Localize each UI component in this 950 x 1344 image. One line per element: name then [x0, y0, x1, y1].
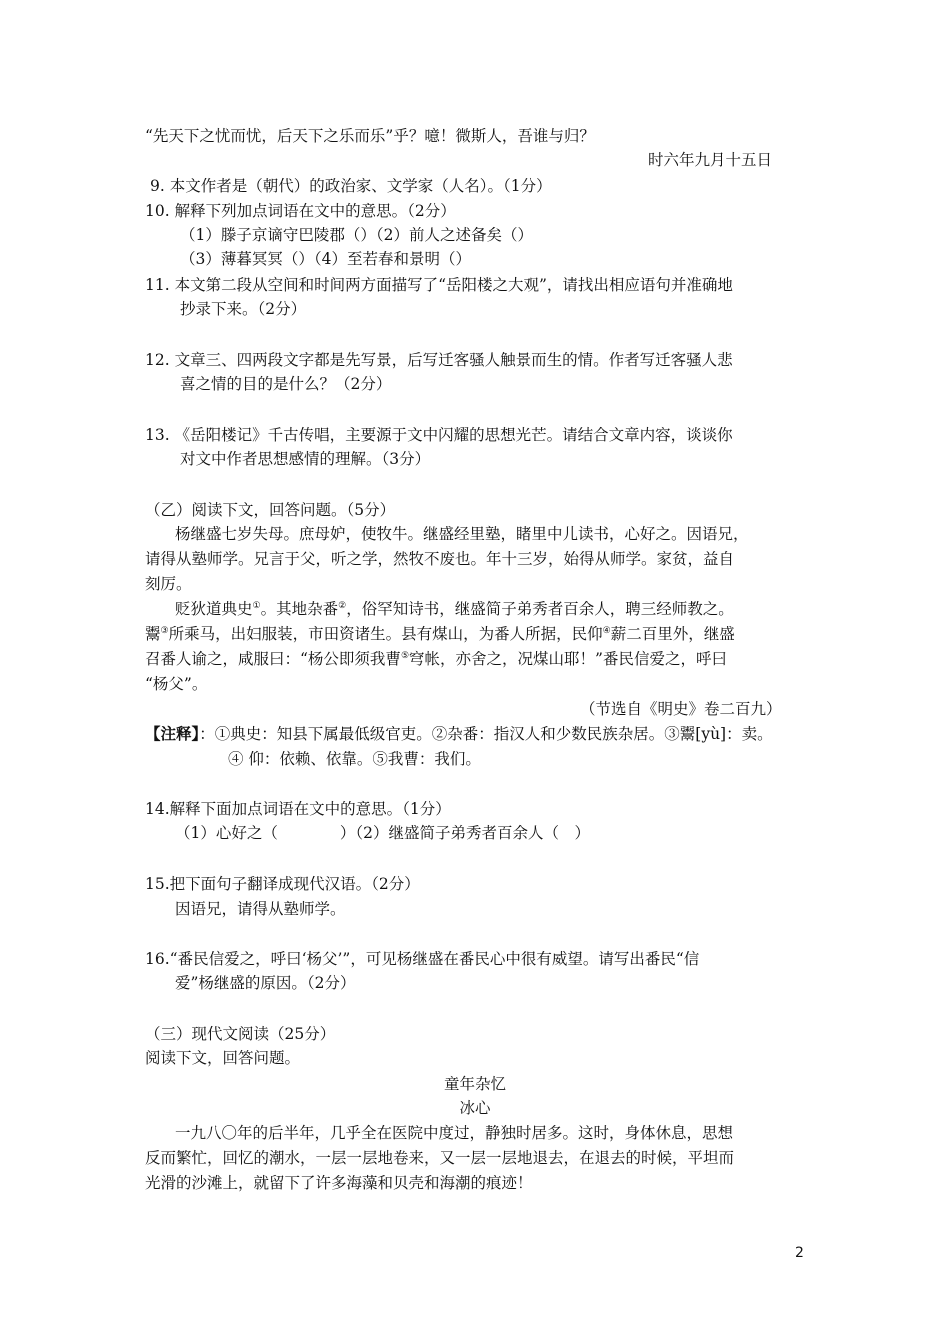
article-line: 一九八〇年的后半年，几乎全在医院中度过，静独时居多。这时，身体休息，思想: [175, 1124, 734, 1142]
annotation-line: ④ 仰：依赖、依靠。⑤我曹：我们。: [228, 750, 481, 768]
footnote-mark: ⑤: [400, 650, 410, 661]
question-12-cont: 喜之情的目的是什么？（2分）: [180, 375, 392, 393]
article-author: 冰心: [459, 1099, 491, 1117]
text-span: ：①典史：知县下属最低级官吏。②杂番：指汉人和少数民族杂居。③鬻[yù]：卖。: [199, 725, 773, 743]
text-span: 薪二百里外，继盛: [610, 625, 735, 643]
passage-line: [175, 598, 734, 620]
question-13-cont: 对文中作者思想感情的理解。（3分）: [180, 450, 431, 468]
question-11-cont: 抄录下来。（2分）: [180, 300, 307, 318]
question-14: 14.解释下面加点词语在文中的意思。（1分）: [145, 800, 451, 818]
passage-line: [145, 623, 735, 645]
text-span: 召番人谕之，咸服曰：“杨公即须我曹: [145, 650, 401, 668]
section-3-instruction: 阅读下文，回答问题。: [145, 1049, 301, 1067]
passage-line: 刻厉。: [145, 575, 192, 593]
annotation-line: [145, 723, 773, 745]
question-11: 11. 本文第二段从空间和时间两方面描写了“岳阳楼之大观”，请找出相应语句并准确地: [145, 276, 733, 294]
text-line: “先天下之忧而忧，后天下之乐而乐”乎？噫！微斯人，吾谁与归？: [145, 127, 595, 145]
text-line: 时六年九月十五日: [648, 151, 773, 169]
text-span: 穹帐，亦舍之，况煤山耶！”番民信爱之，呼曰: [409, 650, 727, 668]
page-number: 2: [795, 1245, 804, 1261]
question-9: 9. 本文作者是（朝代）的政治家、文学家（人名）。（1分）: [150, 177, 552, 195]
footnote-mark: ②: [338, 600, 347, 611]
text-span: 贬狄道典史: [175, 600, 253, 618]
annotation-label: 【注释】: [145, 724, 200, 743]
passage-line: [145, 648, 727, 670]
article-title: 童年杂忆: [443, 1075, 506, 1093]
footnote-mark: ④: [602, 625, 611, 636]
passage-line: 杨继盛七岁失母。庶母妒，使牧牛。继盛经里塾，睹里中儿读书，心好之。因语兄，: [175, 525, 749, 543]
question-15: 15.把下面句子翻译成现代汉语。（2分）: [145, 875, 420, 893]
article-line: 反而繁忙，回忆的潮水，一层一层地卷来，又一层一层地退去，在退去的时候，平坦而: [145, 1149, 735, 1167]
section-3-heading: （三）现代文阅读（25分）: [145, 1025, 336, 1043]
question-14-items: （1）心好之（ ）（2）继盛简子弟秀者百余人（ ）: [175, 824, 590, 842]
question-16-cont: 爱”杨继盛的原因。（2分）: [175, 974, 356, 992]
question-13: 13. 《岳阳楼记》千古传唱，主要源于文中闪耀的思想光芒。请结合文章内容，谈谈你: [145, 426, 733, 444]
passage-line: “杨父”。: [145, 675, 208, 693]
text-span: 鬻: [145, 625, 161, 643]
source-citation: （节选自《明史》卷二百九）: [580, 700, 782, 718]
question-10-items: （1）滕子京谪守巴陵郡（）（2）前人之述备矣（）: [180, 226, 533, 244]
text-span: 。其地杂番: [260, 600, 339, 618]
section-yi-heading: （乙）阅读下文，回答问题。（5分）: [145, 501, 396, 519]
footnote-mark: ③: [160, 625, 169, 636]
question-16: 16.“番民信爱之，呼曰‘杨父’”，可见杨继盛在番民心中很有威望。请写出番民“信: [145, 950, 700, 968]
text-span: 所乘马，出妇服装，市田资诸生。县有煤山，为番人所据，民仰: [168, 625, 603, 643]
question-15-sentence: 因语兄，请得从塾师学。: [175, 900, 346, 918]
text-span: ，俗罕知诗书，继盛简子弟秀者百余人，聘三经师教之。: [346, 600, 734, 618]
passage-line: 请得从塾师学。兄言于父，听之学，然牧不废也。年十三岁，始得从师学。家贫，益自: [145, 550, 735, 568]
footnote-mark: ①: [252, 600, 261, 611]
question-12: 12. 文章三、四两段文字都是先写景，后写迁客骚人触景而生的情。作者写迁客骚人悲: [145, 351, 733, 369]
question-10-items: （3）薄暮冥冥（）（4）至若春和景明（）: [180, 250, 471, 268]
article-line: 光滑的沙滩上，就留下了许多海藻和贝壳和海潮的痕迹！: [145, 1174, 533, 1192]
question-10: 10. 解释下列加点词语在文中的意思。（2分）: [145, 202, 456, 220]
